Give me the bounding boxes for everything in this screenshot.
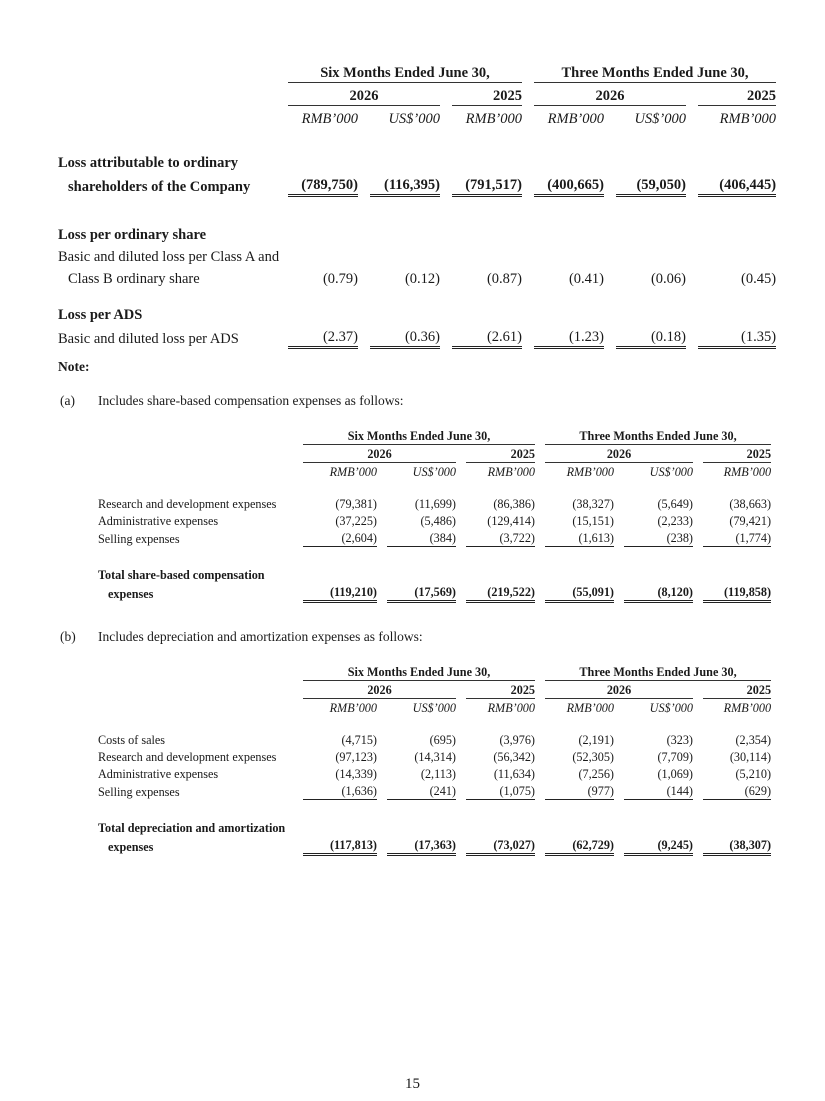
value-cell: (5,649) [657,497,693,511]
row-label: Research and development expenses [98,497,277,511]
unit-label: US$’000 [634,111,687,127]
value-cell: (59,050) [616,172,686,196]
value-cell: (2,354) [735,733,772,747]
value-cell: (1.35) [698,324,776,348]
note-b-letter: (b) [60,629,76,644]
unit-label: US$’000 [649,701,693,715]
share-based-compensation-table [98,427,771,603]
total-row [98,583,771,602]
table-row [98,765,771,782]
value-cell: (17,569) [387,583,456,602]
unit-label: US$’000 [412,701,456,715]
period-three-months: Three Months Ended June 30, [534,60,776,83]
year-header: 2026 [288,83,440,106]
value-cell: (2.37) [288,324,358,348]
value-cell: (119,210) [303,583,377,602]
value-cell: (789,750) [288,172,358,196]
period-six-months: Six Months Ended June 30, [303,663,535,681]
row-label: Basic and diluted loss per Class A and [58,249,280,265]
value-cell: (97,123) [335,750,377,764]
value-cell: (400,665) [534,172,604,196]
value-cell: (5,210) [735,767,772,781]
value-cell: (2,191) [578,733,614,747]
unit-label: RMB’000 [329,465,377,479]
table-row [98,495,771,512]
value-cell: (7,256) [578,767,614,781]
year-header: 2026 [545,681,693,699]
unit-header-row [58,106,776,129]
year-header: 2025 [466,445,535,463]
table-row [98,782,771,800]
period-header-row [58,60,776,83]
value-cell: (0.06) [650,271,687,287]
value-cell: (0.45) [741,271,777,287]
unit-label: RMB’000 [566,701,614,715]
value-cell: (1,613) [545,529,614,547]
value-cell: (219,522) [466,583,535,602]
row-label: Selling expenses [98,784,180,799]
period-six-months: Six Months Ended June 30, [288,60,522,83]
value-cell: (323) [666,733,693,747]
note-b-text: Includes depreciation and amortization expenses as follows: [98,629,423,644]
value-cell: (52,305) [572,750,614,764]
value-cell: (14,339) [335,767,377,781]
row-label: Loss attributable to ordinary [58,155,239,171]
value-cell: (129,414) [487,514,535,528]
row-label: shareholders of the Company [68,178,251,195]
row-label: Costs of sales [98,733,166,747]
loss-summary-table [58,60,776,349]
value-cell: (116,395) [370,172,440,196]
unit-label: RMB’000 [329,701,377,715]
value-cell: (7,709) [657,750,693,764]
value-cell: (86,386) [493,497,535,511]
year-header: 2026 [545,445,693,463]
unit-label: RMB’000 [719,111,777,127]
year-header: 2026 [534,83,686,106]
row-label: expenses [108,839,154,854]
value-cell: (0.87) [486,271,523,287]
year-header: 2026 [303,681,456,699]
row-label: Administrative expenses [98,767,219,781]
note-heading: Note: [58,359,90,374]
value-cell: (73,027) [466,836,535,855]
value-cell: (79,381) [335,497,377,511]
value-cell: (2,233) [657,514,693,528]
row-label: Basic and diluted loss per ADS [58,330,239,347]
value-cell: (119,858) [703,583,771,602]
table-row [98,748,771,765]
loss-per-share-heading-row [58,222,776,244]
value-cell: (2,604) [303,529,377,547]
value-cell: (977) [545,782,614,800]
total-row [98,836,771,855]
unit-label: US$’000 [649,465,693,479]
value-cell: (11,699) [414,497,456,511]
value-cell: (55,091) [545,583,614,602]
row-label: Total depreciation and amortization [98,821,286,835]
value-cell: (238) [624,529,693,547]
value-cell: (9,245) [624,836,693,855]
value-cell: (0.79) [322,271,358,287]
value-cell: (5,486) [420,514,456,528]
value-cell: (791,517) [452,172,522,196]
value-cell: (695) [429,733,456,747]
year-header-row [58,83,776,106]
value-cell: (37,225) [335,514,377,528]
loss-per-share-row [58,266,776,288]
unit-label: RMB’000 [566,465,614,479]
period-six-months: Six Months Ended June 30, [303,427,535,445]
value-cell: (3,722) [466,529,535,547]
value-cell: (117,813) [303,836,377,855]
section-heading: Loss per ADS [58,307,143,323]
value-cell: (1,774) [703,529,771,547]
unit-label: RMB’000 [465,111,523,127]
unit-label: US$’000 [412,465,456,479]
value-cell: (38,327) [572,497,614,511]
depreciation-amortization-table [98,663,771,856]
value-cell: (1,075) [466,782,535,800]
row-label: expenses [108,586,154,601]
loss-attributable-row [58,172,776,196]
value-cell: (0.18) [616,324,686,348]
value-cell: (14,314) [414,750,456,764]
section-heading: Loss per ordinary share [58,227,207,243]
value-cell: (79,421) [729,514,772,528]
loss-attributable-label-row [58,150,776,172]
unit-label: RMB’000 [547,111,605,127]
value-cell: (15,151) [572,514,614,528]
value-cell: (2.61) [452,324,522,348]
unit-label: RMB’000 [301,111,358,127]
note-a-letter: (a) [60,393,75,408]
row-label: Research and development expenses [98,750,277,764]
year-header: 2025 [703,681,771,699]
year-header: 2025 [452,83,522,106]
table-row [98,512,771,529]
row-label: Total share-based compensation [98,568,265,582]
value-cell: (241) [387,782,456,800]
value-cell: (1,636) [303,782,377,800]
year-header: 2025 [703,445,771,463]
value-cell: (62,729) [545,836,614,855]
value-cell: (11,634) [493,767,535,781]
unit-label: RMB’000 [723,701,772,715]
value-cell: (1.23) [534,324,604,348]
value-cell: (2,113) [420,767,456,781]
page-number: 15 [405,1076,420,1092]
unit-label: US$’000 [388,111,440,127]
value-cell: (144) [624,782,693,800]
period-three-months: Three Months Ended June 30, [545,427,771,445]
row-label: Administrative expenses [98,514,219,528]
value-cell: (30,114) [729,750,772,764]
value-cell: (38,307) [703,836,771,855]
value-cell: (0.36) [370,324,440,348]
value-cell: (38,663) [729,497,772,511]
table-row [98,529,771,547]
value-cell: (406,445) [698,172,776,196]
value-cell: (17,363) [387,836,456,855]
row-label: Class B ordinary share [68,271,200,287]
value-cell: (4,715) [341,733,377,747]
note-a-text: Includes share-based compensation expenses as follows: [98,393,404,408]
year-header: 2026 [303,445,456,463]
row-label: Selling expenses [98,531,180,546]
unit-label: RMB’000 [487,701,535,715]
value-cell: (384) [387,529,456,547]
loss-per-ads-row [58,324,776,348]
value-cell: (8,120) [624,583,693,602]
table-row [98,731,771,748]
loss-per-ads-heading-row [58,302,776,324]
period-three-months: Three Months Ended June 30, [545,663,771,681]
year-header: 2025 [466,681,535,699]
value-cell: (56,342) [493,750,535,764]
unit-label: RMB’000 [723,465,772,479]
value-cell: (0.12) [404,271,440,287]
value-cell: (629) [703,782,771,800]
year-header: 2025 [698,83,776,106]
value-cell: (1,069) [657,767,693,781]
value-cell: (0.41) [568,271,605,287]
unit-label: RMB’000 [487,465,535,479]
value-cell: (3,976) [499,733,535,747]
